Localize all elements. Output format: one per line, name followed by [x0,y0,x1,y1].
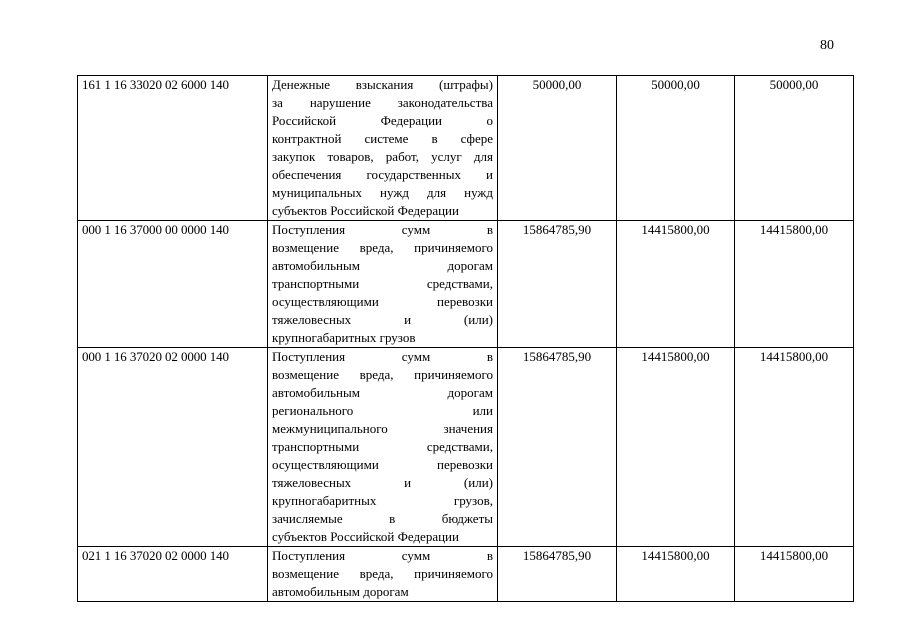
description-line: тяжеловесных и (или) [272,312,493,327]
revenue-description [268,348,498,547]
description-line: транспортными средствами, [272,439,493,454]
description-line: возмещение вреда, причиняемого [272,566,493,581]
description-line: Поступления сумм в [272,222,493,237]
description-line: Денежные взыскания (штрафы) [272,77,493,92]
description-line: закупок товаров, работ, услуг для [272,149,493,164]
description-line: контрактной системе в сфере [272,131,493,146]
description-line: осуществляющими перевозки [272,457,493,472]
description-line: субъектов Российской Федерации [272,203,459,218]
amount-year-3: 50000,00 [735,76,854,221]
description-line: Поступления сумм в [272,349,493,364]
description-line: Поступления сумм в [272,548,493,563]
description-line: муниципальных нужд для нужд [272,185,493,200]
amount-year-2: 14415800,00 [617,221,735,348]
description-line: обеспечения государственных и [272,167,493,182]
amount-year-1: 50000,00 [498,76,617,221]
amount-year-3: 14415800,00 [735,547,854,602]
amount-year-2: 14415800,00 [617,547,735,602]
description-line: субъектов Российской Федерации [272,529,459,544]
budget-classification-code: 000 1 16 37020 02 0000 140 [78,348,268,547]
amount-year-2: 14415800,00 [617,348,735,547]
page-number: 80 [820,38,834,53]
budget-revenue-table [77,75,854,602]
table-row [78,348,854,547]
description-line: тяжеловесных и (или) [272,475,493,490]
description-line: автомобильным дорогам [272,385,493,400]
revenue-description [268,76,498,221]
description-line: крупногабаритных грузов, [272,493,493,508]
description-line: возмещение вреда, причиняемого [272,367,493,382]
description-line: крупногабаритных грузов [272,330,416,345]
amount-year-1: 15864785,90 [498,348,617,547]
table-row [78,221,854,348]
amount-year-1: 15864785,90 [498,547,617,602]
revenue-description [268,547,498,602]
budget-classification-code: 161 1 16 33020 02 6000 140 [78,76,268,221]
amount-year-1: 15864785,90 [498,221,617,348]
description-line: транспортными средствами, [272,276,493,291]
description-line: регионального или [272,403,493,418]
amount-year-3: 14415800,00 [735,221,854,348]
table-row [78,76,854,221]
amount-year-3: 14415800,00 [735,348,854,547]
description-line: возмещение вреда, причиняемого [272,240,493,255]
description-line: Российской Федерации о [272,113,493,128]
amount-year-2: 50000,00 [617,76,735,221]
description-line: межмуниципального значения [272,421,493,436]
description-line: зачисляемые в бюджеты [272,511,493,526]
table-row [78,547,854,602]
description-line: осуществляющими перевозки [272,294,493,309]
budget-classification-code: 021 1 16 37020 02 0000 140 [78,547,268,602]
description-line: автомобильным дорогам [272,584,409,599]
budget-classification-code: 000 1 16 37000 00 0000 140 [78,221,268,348]
description-line: автомобильным дорогам [272,258,493,273]
description-line: за нарушение законодательства [272,95,493,110]
table-body [78,76,854,602]
revenue-description [268,221,498,348]
